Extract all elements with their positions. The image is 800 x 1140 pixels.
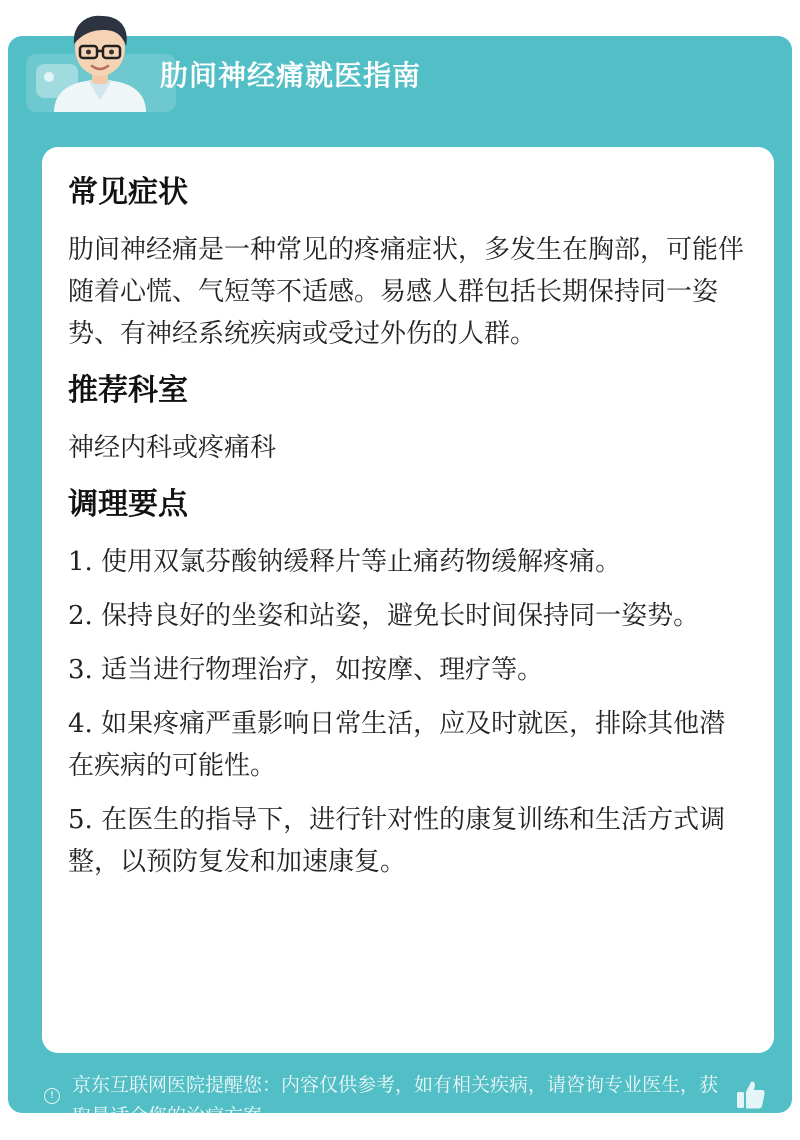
list-item	[68, 799, 748, 883]
page-title: 肋间神经痛就医指南	[160, 59, 422, 92]
list-text: 在医生的指导下，进行针对性的康复训练和生活方式调整，以预防复发和加速康复。	[68, 805, 726, 877]
section-title-care: 调理要点	[68, 487, 188, 522]
list-text: 保持良好的坐姿和站姿，避免长时间保持同一姿势。	[101, 601, 700, 631]
list-number: 1.	[68, 547, 93, 577]
footer-notice	[44, 1070, 764, 1140]
section-title-symptoms: 常见症状	[68, 175, 188, 210]
list-text: 如果疼痛严重影响日常生活，应及时就医，排除其他潜在疾病的可能性。	[68, 709, 726, 781]
list-number: 5.	[68, 805, 93, 835]
info-icon: !	[44, 1088, 60, 1104]
department-text: 神经内科或疼痛科	[68, 433, 277, 463]
section-care	[68, 483, 748, 883]
section-title-department: 推荐科室	[68, 373, 188, 408]
section-symptoms	[68, 171, 748, 355]
doctor-avatar	[40, 8, 160, 112]
guide-card	[8, 36, 792, 1127]
thumbs-up-icon[interactable]	[734, 1078, 768, 1112]
list-text: 使用双氯芬酸钠缓释片等止痛药物缓解疼痛。	[101, 547, 622, 577]
list-item	[68, 595, 748, 637]
list-item	[68, 703, 748, 787]
symptoms-text: 肋间神经痛是一种常见的疼痛症状，多发生在胸部，可能伴随着心慌、气短等不适感。易感人群包括长期保持同一姿势、有神经系统疾病或受过外伤的人群。	[68, 235, 745, 349]
list-item	[68, 649, 748, 691]
list-item	[68, 541, 748, 583]
section-department	[68, 369, 748, 469]
content-panel	[42, 147, 774, 1053]
list-number: 4.	[68, 709, 93, 739]
list-number: 2.	[68, 601, 93, 631]
list-number: 3.	[68, 655, 93, 685]
footer-text: 京东互联网医院提醒您：内容仅供参考，如有相关疾病，请咨询专业医生，获取最适合您的治疗方案	[72, 1074, 719, 1127]
list-text: 适当进行物理治疗，如按摩、理疗等。	[101, 655, 544, 685]
